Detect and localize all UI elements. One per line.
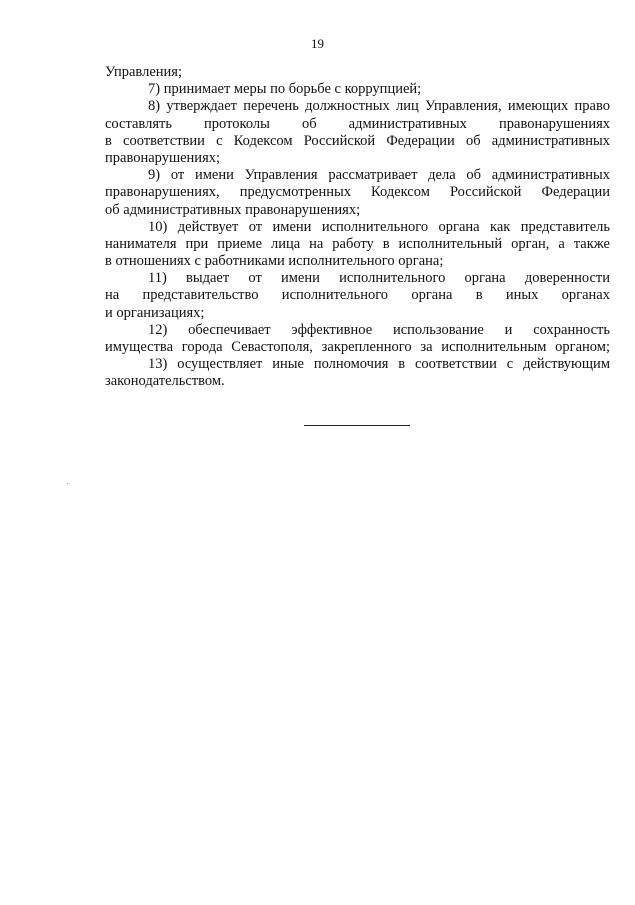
scan-speck bbox=[67, 483, 68, 484]
text-line: законодательством. bbox=[105, 373, 225, 390]
list-item-9: 9) от имени Управления рассматривает дела об административных bbox=[148, 167, 610, 184]
list-item-13: 13) осуществляет иные полномочия в соответствии с действующим bbox=[148, 356, 610, 373]
list-item-10: 10) действует от имени исполнительного органа как представитель bbox=[148, 218, 610, 235]
text-line: нанимателя при приеме лица на работу в исполнительный орган, а также bbox=[105, 235, 610, 252]
text-line: Управления; bbox=[105, 64, 182, 80]
text-line: на представительство исполнительного органа в иных органах bbox=[105, 287, 610, 304]
text-line: об административных правонарушениях; bbox=[105, 201, 361, 218]
text-line: правонарушениях; bbox=[105, 149, 221, 166]
list-item-7: 7) принимает меры по борьбе с коррупцией; bbox=[148, 81, 422, 98]
text-line: правонарушениях, предусмотренных Кодексом Российской Федерации bbox=[105, 184, 610, 201]
document-body bbox=[105, 64, 610, 391]
text-line: в соответствии с Кодексом Российской Федерации об административных bbox=[105, 132, 610, 149]
text-line: составлять протоколы об административных правонарушениях bbox=[105, 115, 610, 132]
page-number: 19 bbox=[311, 36, 324, 51]
text-line: и организациях; bbox=[105, 304, 205, 321]
list-item-11: 11) выдает от имени исполнительного органа доверенности bbox=[148, 270, 610, 287]
text-line: в отношениях с работниками исполнительного органа; bbox=[105, 253, 444, 270]
end-separator-line bbox=[304, 425, 410, 426]
text-line: имущества города Севастополя, закрепленного за исполнительным органом; bbox=[105, 339, 610, 355]
list-item-8: 8) утверждает перечень должностных лиц Управления, имеющих право bbox=[148, 98, 610, 115]
list-item-12: 12) обеспечивает эффективное использование и сохранность bbox=[148, 321, 610, 338]
